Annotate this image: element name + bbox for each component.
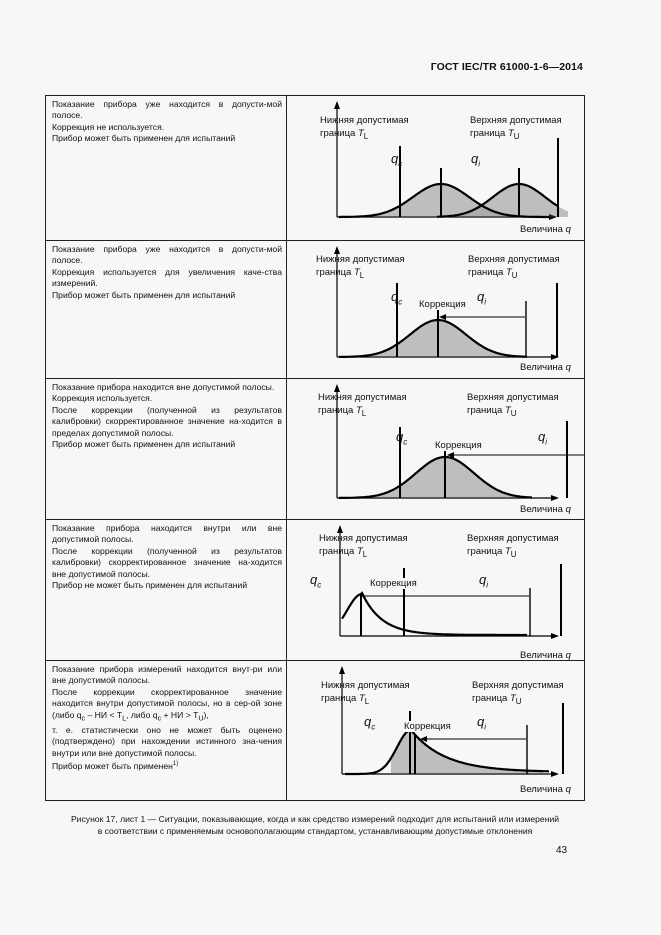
q-i-label: $q_i$ bbox=[538, 429, 548, 447]
distribution-hatch bbox=[369, 320, 527, 357]
q-c-label: $q_c$ bbox=[310, 572, 322, 590]
table-row bbox=[46, 520, 584, 661]
q-i-label: $q_i$ bbox=[471, 151, 481, 169]
q-i-label: $q_i$ bbox=[477, 714, 487, 732]
row-4-description: Показание прибора находится внутри или вне допустимой полосы. После коррекции (полученной из результатов калибровки) скорректированное значение на-ходится вне допустимой полосы. Прибор не может быть применен для испытаний bbox=[46, 520, 287, 660]
standard-code: ГОСТ IEC/TR 61000-1-6—2014 bbox=[430, 61, 583, 73]
x-axis-arrow bbox=[551, 633, 559, 639]
lower-limit-label: Нижняя допустимая граница $T_L$ bbox=[318, 392, 407, 418]
row-1-description: Показание прибора уже находится в допусти-мой полосе. Коррекция не используется. Прибор может быть применен для испытаний bbox=[46, 96, 287, 240]
upper-limit-label: Верхняя допустимая граница $T_U$ bbox=[467, 533, 559, 559]
table-row bbox=[46, 96, 584, 241]
row-1-diagram bbox=[287, 96, 584, 240]
q-c-label: $q_c$ bbox=[391, 151, 403, 169]
distribution-curve bbox=[345, 730, 549, 774]
table-row bbox=[46, 379, 584, 520]
x-axis-arrow bbox=[551, 495, 559, 501]
upper-limit-label: Верхняя допустимая граница $T_U$ bbox=[472, 680, 564, 706]
lower-limit-label: Нижняя допустимая граница $T_L$ bbox=[316, 254, 405, 280]
lower-limit-label: Нижняя допустимая граница $T_L$ bbox=[321, 680, 410, 706]
axis-label: Величина q bbox=[520, 224, 571, 235]
q-i-label: $q_i$ bbox=[477, 289, 487, 307]
axis-label: Величина q bbox=[520, 504, 571, 515]
correction-label: Коррекция bbox=[404, 721, 451, 732]
q-i-label: $q_i$ bbox=[479, 572, 489, 590]
lower-limit-label: Нижняя допустимая граница $T_L$ bbox=[319, 533, 408, 559]
distribution-hatch bbox=[375, 457, 531, 498]
lower-limit-label: Нижняя допустимая граница $T_L$ bbox=[320, 115, 409, 141]
upper-limit-label: Верхняя допустимая граница $T_U$ bbox=[467, 392, 559, 418]
footnote-mark: 1) bbox=[172, 760, 179, 767]
row-3-diagram bbox=[287, 379, 584, 519]
table-row bbox=[46, 241, 584, 379]
correction-label: Коррекция bbox=[419, 299, 466, 310]
distribution-curve bbox=[339, 457, 532, 498]
y-axis-arrow bbox=[334, 101, 340, 109]
y-axis-arrow bbox=[339, 666, 345, 674]
axis-label: Величина q bbox=[520, 784, 571, 795]
axis-label: Величина q bbox=[520, 362, 571, 373]
page-number: 43 bbox=[556, 845, 568, 856]
q-c-label: $q_c$ bbox=[364, 714, 376, 732]
upper-limit-label: Верхняя допустимая граница $T_U$ bbox=[468, 254, 560, 280]
correction-label: Коррекция bbox=[370, 578, 417, 589]
table-row bbox=[46, 661, 584, 800]
x-axis-arrow bbox=[551, 771, 559, 777]
figure-table bbox=[45, 95, 585, 801]
row-5-description: Показание прибора измерений находится внут-ри или вне допустимой полосы. После коррекции скорректированное значение находится внутри допустимой полосы, но в сер-ой зоне (либо $q_c$ – НИ < $T_L$, либо $q_c$ + НИ > $T_U$), т. е. статистически оно не может быть оценено (подтверждено) при нахождении истинного зна-чения внутри или вне допустимой полосы. Прибор может быть применен$^{1)}$ bbox=[46, 661, 287, 800]
row-5-diagram bbox=[287, 661, 584, 800]
row-2-diagram bbox=[287, 241, 584, 378]
distribution-curve bbox=[342, 593, 527, 635]
q-c-label: $q_c$ bbox=[391, 289, 403, 307]
correction-label: Коррекция bbox=[435, 440, 482, 451]
row-4-diagram bbox=[287, 520, 584, 660]
row-3-description: Показание прибора находится вне допустимой полосы. Коррекция используется. После коррекции (полученной из результатов калибровки) скорректированное значение на-ходится в пределах допустимой полосы. Прибор может быть применен для испытаний bbox=[46, 379, 287, 519]
row-2-description: Показание прибора уже находится в допусти-мой полосе. Коррекция используется для увеличения каче-ства измерений. Прибор может быть применен для испытаний bbox=[46, 241, 287, 378]
q-c-label: $q_c$ bbox=[396, 429, 408, 447]
upper-limit-label: Верхняя допустимая граница $T_U$ bbox=[470, 115, 562, 141]
figure-caption: Рисунок 17, лист 1 — Ситуации, показывающие, когда и как средство измерений подходит для испытаний или измерений в соответствии с применяемым основополагающим стандартом, устанавливающим допустимые отклонения bbox=[70, 814, 560, 836]
axis-label: Величина q bbox=[520, 650, 571, 661]
distribution-curve-c bbox=[339, 184, 549, 217]
